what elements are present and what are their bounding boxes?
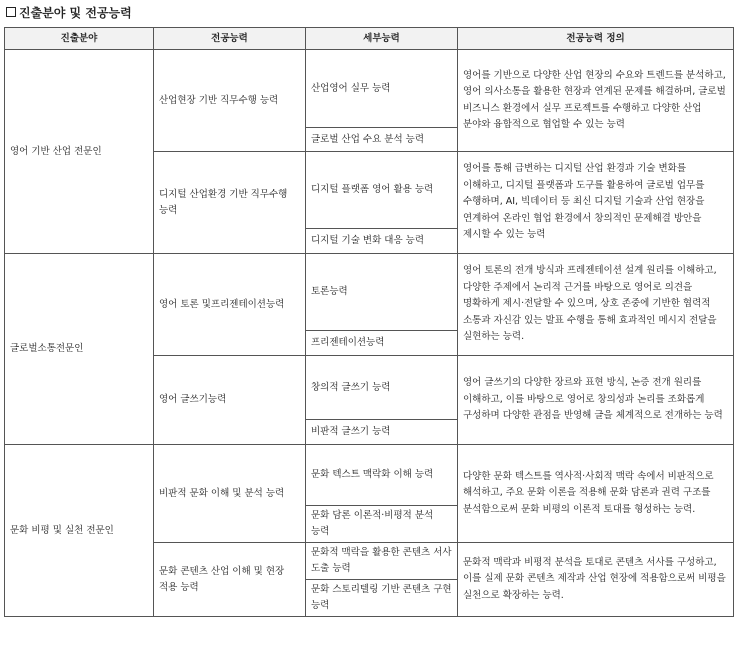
header-field: 진출분야 <box>5 28 154 50</box>
definition-cell: 영어를 통해 급변하는 디지털 산업 환경과 기술 변화를 이해하고, 디지털 플랫폼과 도구를 활용하여 글로벌 업무를 수행하며, AI, 빅데이터 등 최신 디지털 기술과 산업 현장을 연계하여 온라인 협업 환경에서 창의적인 문제해결 방안을 제시할 수 있는 능력 <box>458 152 734 254</box>
definition-cell: 영어 토론의 전개 방식과 프레젠테이션 설계 원리를 이해하고, 다양한 주제에서 논리적 근거를 바탕으로 영어로 의견을 명확하게 제시·전달할 수 있으며, 상호 존중에 기반한 협력적 소통과 자신감 있는 발표 수행을 통해 효과적인 메시지 전달을 실현하는 능력. <box>458 254 734 356</box>
definition-cell: 영어를 기반으로 다양한 산업 현장의 수요와 트렌드를 분석하고, 영어 의사소통을 활용한 현장과 연계된 문제를 해결하며, 글로벌 비즈니스 환경에서 실무 프로젝트를 수행하고 다양한 산업 분야와 융합적으로 협업할 수 있는 능력 <box>458 50 734 152</box>
field-cell: 글로벌소통전문인 <box>5 254 154 445</box>
detail-cell: 글로벌 산업 수요 분석 능력 <box>306 128 458 152</box>
detail-cell: 문화 텍스트 맥락화 이해 능력 <box>306 445 458 506</box>
detail-cell: 창의적 글쓰기 능력 <box>306 356 458 420</box>
table-row <box>5 254 734 331</box>
definition-cell: 영어 글쓰기의 다양한 장르와 표현 방식, 논증 전개 원리를 이해하고, 이를 바탕으로 영어로 창의성과 논리를 조화롭게 구성하며 다양한 관점을 반영해 글을 체계적으로 전개하는 능력 <box>458 356 734 445</box>
competency-cell: 산업현장 기반 직무수행 능력 <box>154 50 306 152</box>
competency-cell: 영어 토론 및프리젠테이션능력 <box>154 254 306 356</box>
definition-cell: 다양한 문화 텍스트를 역사적·사회적 맥락 속에서 비판적으로 해석하고, 주요 문화 이론을 적용해 문화 담론과 권력 구조를 분석함으로써 문화 비평의 이론적 토대를 형성하는 능력. <box>458 445 734 543</box>
table-header-row <box>5 28 734 50</box>
detail-cell: 산업영어 실무 능력 <box>306 50 458 128</box>
section-title-text: 진출분야 및 전공능력 <box>19 6 132 20</box>
competency-cell: 영어 글쓰기능력 <box>154 356 306 445</box>
detail-cell: 프리젠테이션능력 <box>306 331 458 356</box>
field-cell: 문화 비평 및 실천 전문인 <box>5 445 154 617</box>
section-title <box>6 5 132 21</box>
detail-cell: 디지털 플랫폼 영어 활용 능력 <box>306 152 458 229</box>
definition-cell: 문화적 맥락과 비평적 분석을 토대로 콘텐츠 서사를 구성하고, 이를 실제 문화 콘텐츠 제작과 산업 현장에 적용함으로써 비평을 실천으로 확장하는 능력. <box>458 543 734 617</box>
table-row <box>5 445 734 506</box>
checkbox-square-icon <box>6 7 16 17</box>
header-definition: 전공능력 정의 <box>458 28 734 50</box>
detail-cell: 디지털 기술 변화 대응 능력 <box>306 229 458 254</box>
field-cell: 영어 기반 산업 전문인 <box>5 50 154 254</box>
table-row <box>5 50 734 128</box>
competency-cell: 문화 콘텐츠 산업 이해 및 현장 적용 능력 <box>154 543 306 617</box>
detail-cell: 비판적 글쓰기 능력 <box>306 420 458 445</box>
header-detail: 세부능력 <box>306 28 458 50</box>
detail-cell: 토론능력 <box>306 254 458 331</box>
header-competency: 전공능력 <box>154 28 306 50</box>
competency-cell: 디지털 산업환경 기반 직무수행 능력 <box>154 152 306 254</box>
detail-cell: 문화 담론 이론적·비평적 분석 능력 <box>306 506 458 543</box>
competency-cell: 비판적 문화 이해 및 분석 능력 <box>154 445 306 543</box>
detail-cell: 문화 스토리텔링 기반 콘텐츠 구현 능력 <box>306 580 458 617</box>
detail-cell: 문화적 맥락을 활용한 콘텐츠 서사 도출 능력 <box>306 543 458 580</box>
competency-table <box>4 27 734 617</box>
